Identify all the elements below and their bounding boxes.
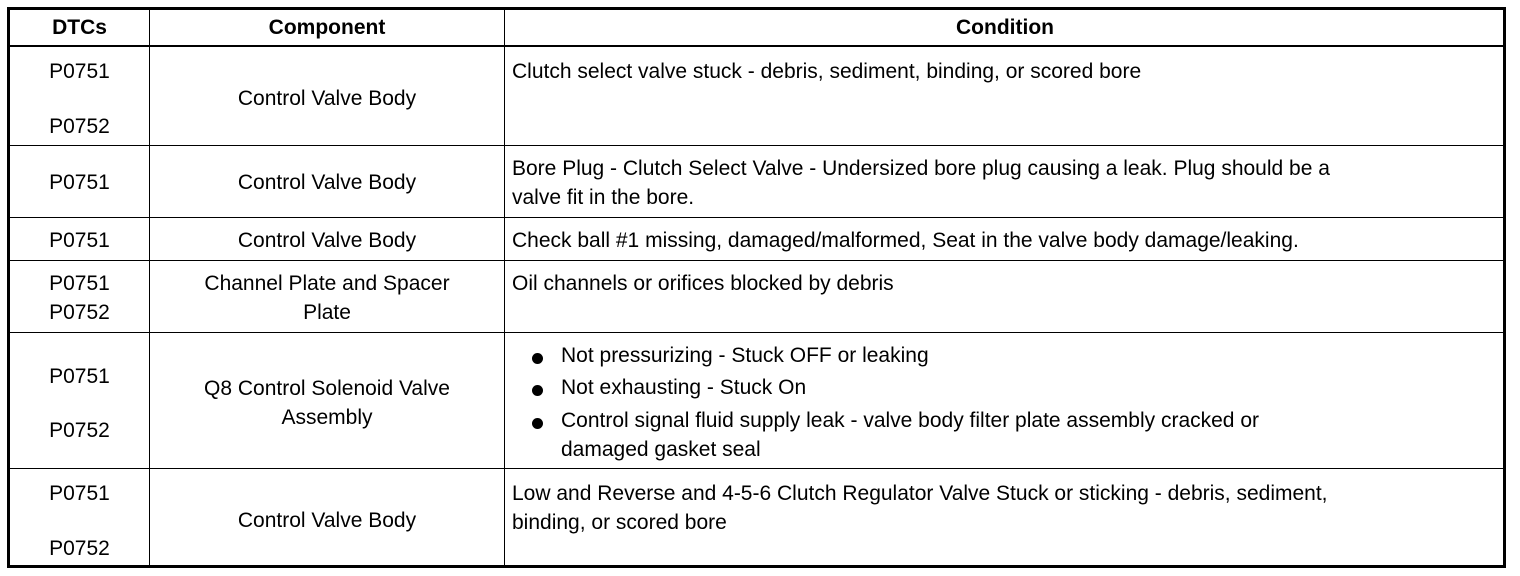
condition-text-line: binding, or scored bore xyxy=(512,511,727,534)
condition-text-line: Bore Plug - Clutch Select Valve - Undersized bore plug causing a leak. Plug should be a xyxy=(512,157,1330,180)
dtc-code: P0752 xyxy=(49,537,110,560)
row-divider xyxy=(10,468,1503,469)
condition-text: Check ball #1 missing, damaged/malformed, Seat in the valve body damage/leaking. xyxy=(512,229,1299,252)
component-name: Control Valve Body xyxy=(237,87,417,110)
component-name-line: Channel Plate and Spacer xyxy=(204,272,450,295)
row-divider xyxy=(10,332,1503,333)
condition-bullet-text: Control signal fluid supply leak - valve body filter plate assembly cracked or xyxy=(561,409,1259,432)
condition-text: Clutch select valve stuck - debris, sediment, binding, or scored bore xyxy=(512,60,1142,83)
dtc-table xyxy=(7,7,1506,568)
bullet-icon xyxy=(532,353,543,364)
condition-text: Oil channels or orifices blocked by debris xyxy=(512,272,894,295)
bullet-icon xyxy=(532,418,543,429)
row-divider xyxy=(10,217,1503,218)
condition-text-line: Low and Reverse and 4-5-6 Clutch Regulator Valve Stuck or sticking - debris, sediment, xyxy=(512,482,1328,505)
dtc-code: P0751 xyxy=(49,272,110,295)
dtc-code: P0752 xyxy=(49,115,110,138)
condition-bullet-text: Not pressurizing - Stuck OFF or leaking xyxy=(561,344,929,367)
header-component: Component xyxy=(268,16,386,39)
header-dtcs: DTCs xyxy=(52,16,107,39)
header-divider xyxy=(10,45,1503,47)
component-name: Control Valve Body xyxy=(237,229,417,252)
dtc-code: P0751 xyxy=(49,482,110,505)
component-name: Control Valve Body xyxy=(237,509,417,532)
row-divider xyxy=(10,145,1503,146)
condition-bullet-text: damaged gasket seal xyxy=(561,438,761,461)
dtc-code: P0752 xyxy=(49,419,110,442)
dtc-code: P0751 xyxy=(49,171,110,194)
component-name-line: Assembly xyxy=(281,406,373,429)
dtc-code: P0752 xyxy=(49,301,110,324)
condition-text-line: valve fit in the bore. xyxy=(512,186,695,209)
component-name-line: Plate xyxy=(303,301,351,324)
column-divider xyxy=(504,10,505,565)
row-divider xyxy=(10,260,1503,261)
component-name-line: Q8 Control Solenoid Valve xyxy=(204,377,450,400)
dtc-code: P0751 xyxy=(49,229,110,252)
bullet-icon xyxy=(532,385,543,396)
component-name: Control Valve Body xyxy=(237,171,417,194)
dtc-code: P0751 xyxy=(49,365,110,388)
dtc-code: P0751 xyxy=(49,60,110,83)
header-condition: Condition xyxy=(956,16,1054,39)
condition-bullet-text: Not exhausting - Stuck On xyxy=(561,376,807,399)
